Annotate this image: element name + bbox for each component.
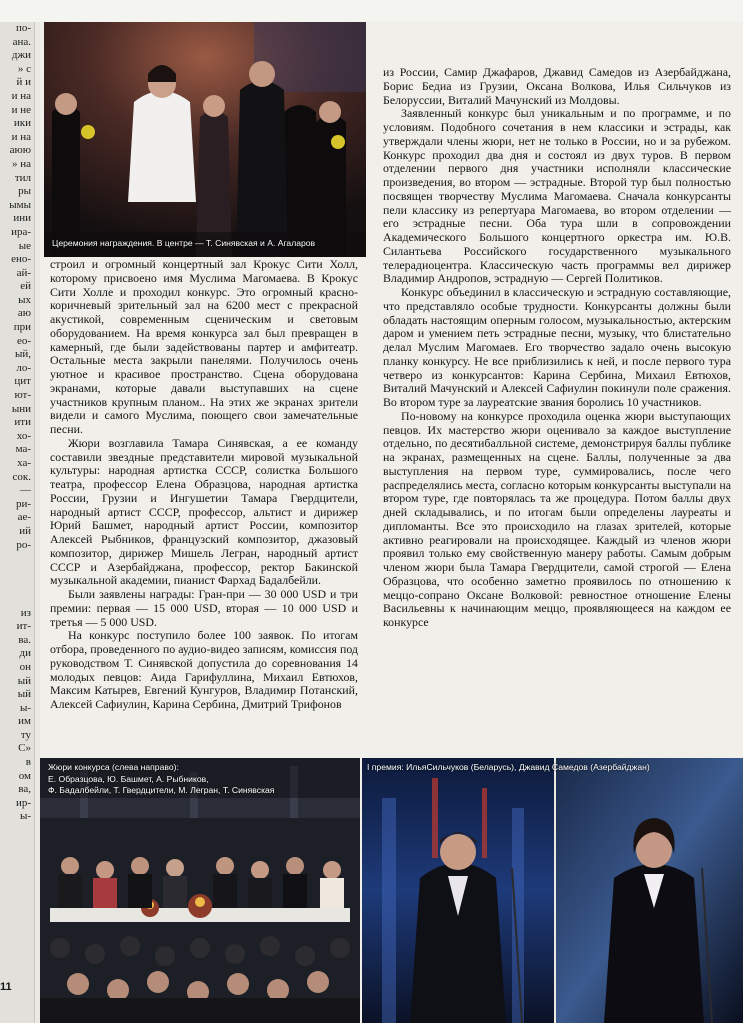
jury-caption-line: Жюри конкурса (слева направо): — [48, 762, 179, 772]
previous-page-fragment: ы- — [19, 810, 31, 823]
previous-page-fragment: ва. — [18, 633, 31, 646]
previous-page-fragment: ий — [19, 524, 31, 537]
previous-page-fragment: ый, — [14, 348, 31, 361]
article-paragraph: По-новому на конкурсе проходила оценка жюри выступающих певцов. Их мастерство жюри оценивало за каждое выступление отдельно, по десятибалльной системе, демонстрируя баллы публике на экранах, размещенных на сцене. Баллы, полученные за два выступления на первом туре, суммировались, после чего распределялись места, согласно которым конкурсанты выступали на втором туре, где повторялась та же процедура. Потом баллы двух дней складывались, и по итогам были определены лауреаты и дипломанты. Все это происходило на глазах зрителей, которые активно реагировали на происходящее. Каждый из членов жюри проявил только ему свойственную манеру работы. Самым добрым членом жюри была Тамара Гвердцители, самой строгой — Елена Образцова, что особенно заметно проявилось по отношению к меццо-сопрано Оксане Волковой: ревностное отношение Елены Васильевны к начинающим меццо, проявляющееся на каждом ее конкурсе — [383, 408, 731, 629]
article-paragraph: Заявленный конкурс был уникальным и по программе, и по условиям. Подобного сочетания в нем классики и эстрады, как утверждали члены жюри, нет не только в России, но и за рубежом. Конкурс проходил два дня и состоял из двух туров. В первом отделении первого дня участники исполняли классические произведения, во втором — эстрадные. Второй тур был полностью посвящен творчеству Муслима Магомаева. Сначала конкурсанты пели классику из репертуара Магомаева, во втором отделении — его эстрадные песни. Оба тура шли в сопровождении Академического Большого концертного оркестра им. Ю.В. Силантьева Российского государственного музыкального телерадиоцентра. Классическую часть программы вел дирижер Владимир Андропов, эстрадную — Сергей Политиков. — [383, 106, 731, 286]
article-paragraph: Конкурс объединил в классическую и эстрадную составляющие, что представляло особые трудности. Конкурсанты должны были обладать настоящим оперным голосом, музыкальностью, актерским даром и умением петь эстрадные песни, музыку, что блистательно делал Муслим Магомаев. Его творчество задало очень высокую планку конкурсу. Не все приблизились к ней, и после первого тура четверо из конкурсантов: Карина Сербина, Михаил Евтюхов, Виталий Мачунский и Алексей Сафиулин покинули поле сражения. Во втором туре за лауреатские звания боролись 10 участников. — [383, 285, 731, 409]
previous-page-fragment: ту — [20, 728, 31, 741]
previous-page-fragment: ют- — [14, 389, 31, 402]
previous-page-fragment: — — [20, 484, 31, 497]
prize-winners-photo — [362, 758, 743, 1023]
previous-page-fragment: ено- — [11, 253, 31, 266]
previous-page-fragment: ыни — [11, 402, 31, 415]
previous-page-fragment: ма- — [15, 443, 31, 456]
previous-page-fragment: С» — [18, 742, 31, 755]
previous-page-fragment: по- — [15, 22, 31, 34]
previous-page-fragment: » с — [17, 62, 31, 75]
ceremony-photo — [44, 22, 366, 257]
article-paragraph: Были заявлены награды: Гран-при — 30 000 USD и три премии: первая — 15 000 USD, вторая — 10 000 USD и третья — 5 000 USD. — [50, 587, 358, 629]
jury-photo-image — [40, 758, 360, 1023]
previous-page-fragment: ых — [18, 293, 31, 306]
article-left-column — [50, 258, 358, 754]
previous-page-fragment: ы- — [19, 701, 31, 714]
previous-page-fragment: ики — [13, 117, 31, 130]
previous-page-fragment: ира- — [11, 225, 31, 238]
previous-page-fragment: им — [18, 715, 31, 728]
previous-page-fragment: ый — [17, 674, 31, 687]
previous-page-fragment: ва, — [18, 783, 31, 796]
previous-page-fragment — [0, 579, 34, 593]
previous-page-fragment: при — [13, 321, 31, 334]
previous-page-fragment: ри- — [15, 497, 31, 510]
article-paragraph: строил и огромный концертный зал Крокус Сити Холл, которому присвоено имя Муслима Магомаева. В Крокус Сити Холле и проходил конкурс. Это огромный красно-коричневый зрительный зал на 6200 мест с прекрасной акустикой, современным сценическим и световым оборудованием. На время конкурса зал был превращен в камерный, где были задействованы партер и амфитеатр. Остальные места закрыли панелями. Получилось очень уютное и красивое пространство. Сцена оборудована экранами, которые давали выступавших на сцене участников крупным планом.. На этих же экранах зрители видели и самого Муслима, поющего свои замечательные песни. — [50, 257, 358, 436]
previous-page-fragment: ые — [18, 239, 31, 252]
previous-page-fragment: ый — [17, 688, 31, 701]
previous-page-fragment: ана. — [12, 35, 31, 48]
previous-page-fragment: й и — [16, 76, 31, 89]
jury-caption-line: Ф. Бадалбейли, Т. Гвердцители, М. Легран, Т. Синявская — [48, 785, 275, 795]
article-paragraph: из России, Самир Джафаров, Джавид Самедов из Азербайджана, Борис Бедиа из Грузии, Оксана Волкова, Илья Сильчуков из Белоруссии, Виталий Мачунский из Молдовы. — [383, 65, 731, 107]
previous-page-fragment: ымы — [9, 198, 31, 211]
previous-page-fragment: ай- — [16, 266, 31, 279]
previous-page-fragment: тил — [14, 171, 31, 184]
page-number: 11 — [0, 981, 12, 993]
previous-page-fragment — [0, 566, 34, 580]
jury-photo — [40, 758, 360, 1023]
previous-page-fragment: из — [20, 606, 31, 619]
previous-page-fragment: в — [25, 756, 31, 769]
previous-page-fragment — [0, 593, 34, 607]
article-paragraph: Жюри возглавила Тамара Синявская, а ее команду составили звездные представители мировой музыкальной культуры: народная артистка СССР, солистка Большого театра, профессор Елена Образцова, народная артистка России, Грузии и Ингушетии Тамара Гвердцители, народный артист СССР, профессор, альтист и дирижер Юрий Башмет, народный артист России, композитор Алексей Рыбников, французский композитор, джазовый композитор, дирижер Мишель Легран, народный артист СССР и Азербайджана, профессор, ректор Бакинской музыкальной академии, пианист Фархад Бадалбейли. — [50, 435, 358, 588]
prize-winners-photo-image — [362, 758, 743, 1023]
previous-page-fragment: цит — [14, 375, 31, 388]
previous-page-fragment: джи — [11, 49, 31, 62]
previous-page-strip — [0, 22, 35, 1023]
article-paragraph: На конкурс поступило более 100 заявок. По итогам отбора, проведенного по аудио-видео записям, комиссия под руководством Т. Синявской допустила до соревнования 14 молодых певцов: Аида Гарифуллина, Михаил Евтюхов, Максим Катырев, Евгений Кунгуров, Владимир Потанский, Алексей Сафиулин, Карина Сербина, Дмитрий Трифонов — [50, 628, 358, 711]
jury-caption — [48, 762, 274, 797]
previous-page-fragment: аюю — [9, 144, 31, 157]
previous-page-fragment: ини — [13, 212, 31, 225]
previous-page-fragment: ди — [19, 647, 31, 660]
previous-page-fragment: ео- — [16, 334, 31, 347]
previous-page-fragment: и на — [11, 130, 31, 143]
previous-page-fragment: ры — [18, 185, 31, 198]
previous-page-fragment: ло- — [16, 361, 31, 374]
previous-page-fragment: ит- — [16, 620, 31, 633]
previous-page-fragment: » на — [11, 157, 31, 170]
previous-page-fragment: ро- — [16, 538, 31, 551]
previous-page-fragment: и не — [11, 103, 31, 116]
previous-page-fragment — [0, 552, 34, 566]
previous-page-fragment: ом — [18, 769, 31, 782]
ceremony-photo-image — [44, 22, 366, 257]
scan-top-margin — [0, 0, 743, 22]
previous-page-fragment: ае- — [17, 511, 31, 524]
previous-page-fragment: и на — [11, 89, 31, 102]
previous-page-fragment: ити — [14, 416, 31, 429]
previous-page-fragment: ха- — [17, 457, 31, 469]
previous-page-fragment: сок. — [12, 470, 31, 483]
magazine-page — [40, 22, 743, 1023]
jury-caption-line: Е. Образцова, Ю. Башмет, А. Рыбников, — [48, 773, 209, 784]
article-right-column — [383, 66, 731, 758]
previous-page-fragment: ей — [20, 280, 31, 293]
previous-page-fragment: хо- — [16, 429, 31, 442]
previous-page-fragment: аю — [17, 307, 31, 320]
ceremony-caption: Церемония награждения. В центре — Т. Синявская и А. Агаларов — [52, 238, 316, 248]
prize-caption: I премия: ИльяСильчуков (Беларусь), Джавид Самедов (Азербайджан) — [367, 762, 650, 772]
previous-page-fragment: он — [19, 660, 31, 673]
previous-page-fragment: ир- — [15, 796, 31, 809]
